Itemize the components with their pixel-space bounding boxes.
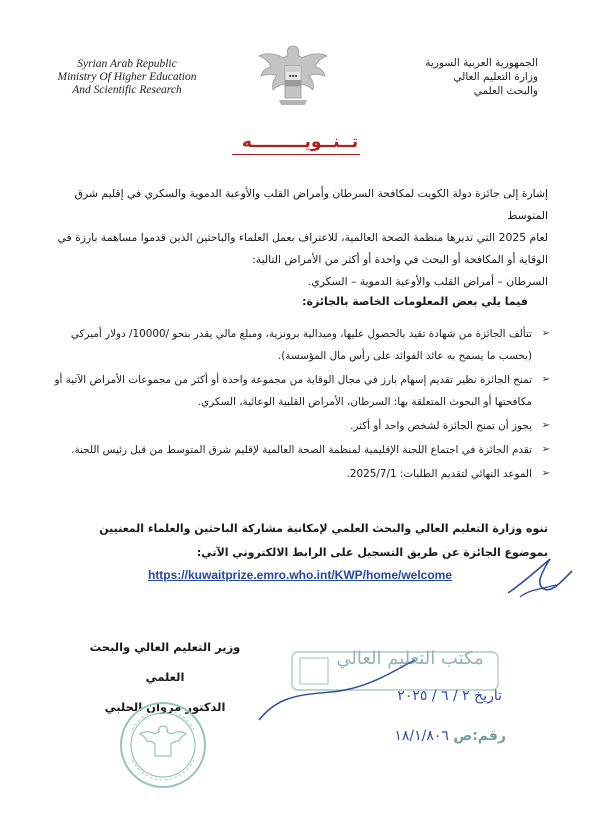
arrow-bullet-icon: ➢	[541, 420, 550, 431]
handwritten-initials	[500, 545, 580, 610]
date-value: ٢ / ٦ / ٢٠٢٥	[397, 688, 470, 704]
ref-label: رقم:ص	[453, 728, 506, 744]
intro-line-4: السرطان – أمراض القلب والأوعية الدموية – السكري.	[307, 275, 548, 288]
list-item-text: تقدم الجائزة في اجتماع اللجنة الإقليمية لمنظمة الصحة العالمية لإقليم شرق المتوسط من قبل رئيس اللجنة.	[71, 444, 532, 456]
list-item-text: الموعد النهائي لتقديم الطلبات: 2025/7/1.	[346, 468, 532, 480]
section-heading: فيما يلي بعض المعلومات الخاصة بالجائزة:	[302, 295, 528, 308]
list-item	[50, 323, 550, 367]
list-item-text: تتألف الجائزة من شهادة تقيد بالحصول عليها، وميدالية برونزية، ومبلغ مالي يقدر بنحو /10000/ دولار أميركي (بحسب ما يسمح به عائد الفوائد على رأس مال المؤسسة).	[70, 328, 532, 362]
registration-link[interactable]: https://kuwaitprize.emro.who.int/KWP/home/welcome	[147, 568, 453, 582]
page-title: تــنــويـــــــــه	[241, 132, 359, 152]
header-ar-line-1: الجمهورية العربية السورية	[425, 57, 538, 69]
hawk-emblem-icon	[255, 40, 331, 110]
header-en-line-1: Syrian Arab Republic	[77, 58, 177, 70]
intro-paragraph	[52, 183, 548, 293]
header-ar-line-3: والبحث العلمي	[473, 85, 538, 97]
header-en-line-2: Ministry Of Higher Education	[57, 71, 197, 83]
header-ar-line-2: وزارة التعليم العالي	[453, 71, 538, 83]
list-item-text: تمنح الجائزة نظير تقديم إسهام بارز في مجال الوقاية من مجموعة واحدة أو أكثر من مجموعات الأمراض الآتية أو مكافحتها أو البحوث المتعلقة بها: السرطان، الأمراض القلبية الوعائية، السكري.	[54, 374, 532, 408]
intro-line-2: لعام 2025 التي تديرها منظمة الصحة العالمية، للاعتراف بعمل العلماء والباحثين الذين قدموا مساهمة بارزة في	[57, 231, 548, 244]
stamp-date	[312, 688, 502, 704]
minister-title: وزير التعليم العالي والبحث العلمي	[89, 640, 241, 684]
header-en-line-3: And Scientific Research	[72, 84, 182, 96]
list-item	[50, 439, 550, 461]
list-item	[50, 463, 550, 485]
date-label: تاريخ	[474, 688, 502, 704]
registration-notice: تنوه وزارة التعليم العالي والبحث العلمي لإمكانية مشاركة الباحثين والعلماء المعنيين بموضوع الجائزة عن طريق التسجيل على الرابط الالكتروني الآتي:	[99, 522, 548, 559]
intro-line-1: إشارة إلى جائزة دولة الكويت لمكافحة السرطان وأمراض القلب والأوعية الدموية والسكري في إقليم شرق المتوسط	[74, 187, 548, 222]
arrow-bullet-icon: ➢	[541, 468, 550, 479]
header-arabic	[378, 56, 538, 98]
header-english	[52, 58, 202, 97]
intro-line-3: الوقاية أو المكافحة أو البحث في واحدة أو أكثر من الأمراض التالية:	[252, 253, 548, 266]
list-item-text: يجوز أن تمنح الجائزة لشخص واحد أو أكثر.	[350, 420, 532, 432]
arrow-bullet-icon: ➢	[541, 444, 550, 455]
official-seal-icon	[118, 700, 208, 790]
ref-value: ١٨/١/٨٠٦	[394, 728, 449, 744]
list-item	[50, 415, 550, 437]
minister-name: الدكتور مروان الحلبي	[104, 700, 226, 714]
office-stamp-text: مكتب التعليم العالي	[336, 648, 484, 669]
prize-info-list	[50, 323, 550, 487]
arrow-bullet-icon: ➢	[541, 374, 550, 385]
list-item	[50, 369, 550, 413]
arrow-bullet-icon: ➢	[541, 328, 550, 339]
title-underline	[232, 154, 360, 155]
stamp-reference	[296, 728, 506, 744]
